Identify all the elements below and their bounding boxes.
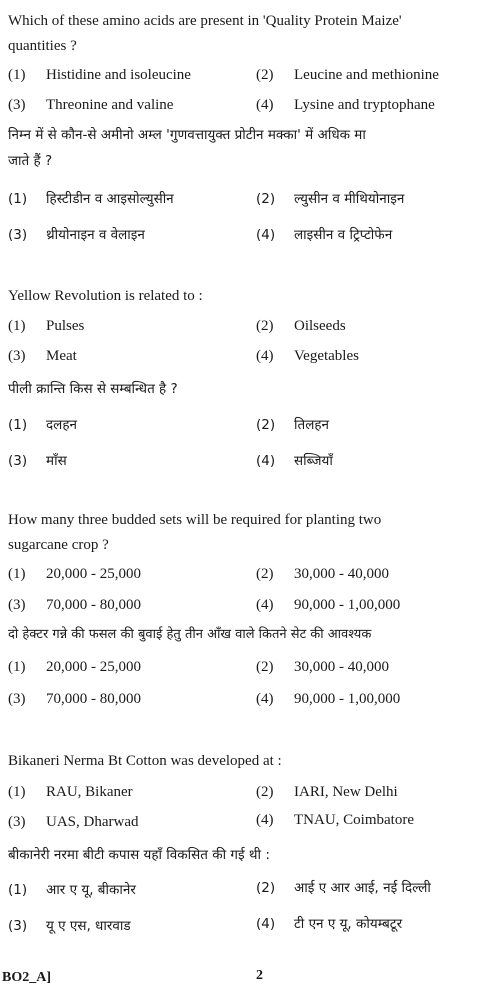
q1-option-3: (3) Threonine and valine <box>8 97 174 113</box>
page-number: 2 <box>256 968 263 983</box>
q3-english-line-2: sugarcane crop ? <box>8 537 109 553</box>
q1-hindi-line-1: निम्न में से कौन-से अमीनो अम्ल 'गुणवत्तायुक्त प्रोटीन मक्का' में अधिक मा <box>8 127 366 143</box>
q4-hindi-option-3: (3) यू ए एस, धारवाड <box>8 918 131 934</box>
q4-hindi-option-2: (2) आई ए आर आई, नई दिल्ली <box>256 880 431 896</box>
q2-english-line-1: Yellow Revolution is related to : <box>8 288 203 304</box>
q1-english-line-1: Which of these amino acids are present in 'Quality Protein Maize' <box>8 13 402 29</box>
q3-hindi-option-3: (3) 70,000 - 80,000 <box>8 691 141 707</box>
q3-hindi-option-2: (2) 30,000 - 40,000 <box>256 659 389 675</box>
q3-option-3: (3) 70,000 - 80,000 <box>8 597 141 613</box>
q2-hindi-option-4: (4) सब्जियाँ <box>256 453 333 469</box>
q1-hindi-option-2: (2) ल्युसीन व मीथियोनाइन <box>256 191 405 207</box>
q4-option-3: (3) UAS, Dharwad <box>8 814 139 830</box>
q2-hindi-option-2: (2) तिलहन <box>256 417 330 433</box>
q3-option-4: (4) 90,000 - 1,00,000 <box>256 597 401 613</box>
q4-option-4: (4) TNAU, Coimbatore <box>256 812 414 828</box>
q2-hindi-option-1: (1) दलहन <box>8 417 77 433</box>
paper-code: BO2_A] <box>2 970 51 985</box>
q3-hindi-option-4: (4) 90,000 - 1,00,000 <box>256 691 401 707</box>
q2-option-4: (4) Vegetables <box>256 348 359 364</box>
q4-hindi-line-1: बीकानेरी नरमा बीटी कपास यहाँ विकसित की गई थी : <box>8 847 270 863</box>
q3-option-1: (1) 20,000 - 25,000 <box>8 566 141 582</box>
q3-hindi-option-1: (1) 20,000 - 25,000 <box>8 659 141 675</box>
q1-hindi-line-2: जाते हैं ? <box>8 153 53 169</box>
q4-hindi-option-4: (4) टी एन ए यू, कोयम्बटूर <box>256 916 403 932</box>
q1-hindi-option-3: (3) थ्रीयोनाइन व वेलाइन <box>8 227 145 243</box>
q4-english-line-1: Bikaneri Nerma Bt Cotton was developed at : <box>8 753 282 769</box>
q3-hindi-line-1: दो हेक्टर गन्ने की फसल की बुवाई हेतु तीन आँख वाले कितने सेट की आवश्यक <box>8 627 372 642</box>
q4-option-1: (1) RAU, Bikaner <box>8 784 133 800</box>
q3-english-line-1: How many three budded sets will be required for planting two <box>8 512 382 528</box>
q3-option-2: (2) 30,000 - 40,000 <box>256 566 389 582</box>
q1-option-2: (2) Leucine and methionine <box>256 67 439 83</box>
q2-option-1: (1) Pulses <box>8 318 85 334</box>
q4-hindi-option-1: (1) आर ए यू, बीकानेर <box>8 882 136 898</box>
q1-hindi-option-1: (1) हिस्टीडीन व आइसोल्युसीन <box>8 191 174 207</box>
q4-option-2: (2) IARI, New Delhi <box>256 784 398 800</box>
q2-option-2: (2) Oilseeds <box>256 318 346 334</box>
q1-option-4: (4) Lysine and tryptophane <box>256 97 435 113</box>
q1-english-line-2: quantities ? <box>8 38 77 54</box>
q1-option-1: (1) Histidine and isoleucine <box>8 67 191 83</box>
q2-option-3: (3) Meat <box>8 348 77 364</box>
q2-hindi-line-1: पीली क्रान्ति किस से सम्बन्धित है ? <box>8 381 178 397</box>
q2-hindi-option-3: (3) माँस <box>8 453 67 469</box>
q1-hindi-option-4: (4) लाइसीन व ट्रिप्टोफेन <box>256 227 393 243</box>
